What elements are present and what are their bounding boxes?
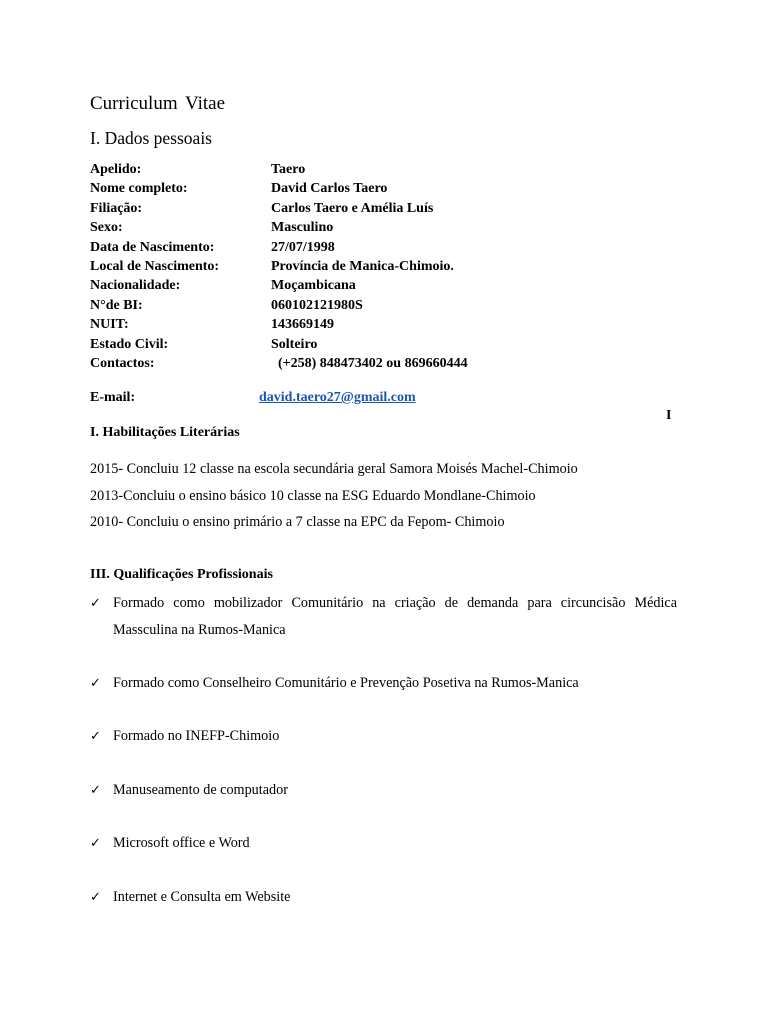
qualification-text: Manuseamento de computador — [113, 782, 288, 798]
info-label: Filiação: — [90, 200, 143, 216]
checkmark-icon: ✓ — [90, 836, 101, 851]
qualification-text: Formado no INEFP-Chimoio — [113, 728, 280, 744]
info-value: Moçambicana — [271, 278, 356, 294]
qualification-item — [90, 884, 677, 911]
info-value: Taero — [271, 162, 306, 177]
education-item: 2013-Concluiu o ensino básico 10 classe na ESG Eduardo Mondlane-Chimoio — [90, 487, 536, 504]
checkmark-icon: ✓ — [90, 783, 101, 798]
info-value: Província de Manica-Chimoio. — [271, 258, 454, 274]
info-value: 060102121980S — [271, 297, 363, 313]
email-link[interactable]: david.taero27@gmail.com — [259, 390, 416, 405]
education-heading: I. Habilitações Literárias — [90, 425, 240, 440]
info-label: Sexo: — [90, 220, 123, 236]
info-value: 143669149 — [271, 317, 334, 333]
qualification-text: Internet e Consulta em Website — [113, 889, 291, 905]
info-value: Carlos Taero e Amélia Luís — [271, 200, 434, 216]
qualification-text: Formado como mobilizador Comunitário na criação de demanda para circuncisão Médica Massculina na Rumos-Manica — [113, 595, 677, 638]
document-title: Curriculum Vitae — [90, 93, 226, 114]
info-value: Masculino — [271, 220, 334, 236]
qualification-item — [90, 830, 677, 857]
stray-text-mark: I — [666, 408, 672, 423]
info-value: (+258) 848473402 ou 869660444 — [271, 355, 468, 371]
qualification-item — [90, 723, 677, 750]
info-value: David Carlos Taero — [271, 181, 388, 197]
info-label: Apelido: — [90, 162, 142, 177]
education-list — [90, 459, 578, 539]
info-label: Local de Nascimento: — [90, 258, 220, 274]
info-label: N°de BI: — [90, 297, 143, 313]
qualification-item — [90, 590, 677, 644]
qualification-item — [90, 670, 677, 697]
qualification-text: Microsoft office e Word — [113, 835, 250, 851]
info-value: 27/07/1998 — [271, 239, 335, 255]
info-label: NUIT: — [90, 317, 129, 333]
info-value: Solteiro — [271, 336, 318, 352]
checkmark-icon: ✓ — [90, 676, 101, 691]
info-label: Nacionalidade: — [90, 278, 181, 294]
qualifications-heading: III. Qualificações Profissionais — [90, 567, 273, 582]
checkmark-icon: ✓ — [90, 890, 101, 905]
qualification-item — [90, 777, 677, 804]
checkmark-icon: ✓ — [90, 596, 101, 611]
info-label: Data de Nascimento: — [90, 239, 215, 255]
education-item: 2010- Concluiu o ensino primário a 7 classe na EPC da Fepom- Chimoio — [90, 514, 505, 530]
checkmark-icon: ✓ — [90, 729, 101, 744]
info-label: Nome completo: — [90, 181, 188, 197]
info-label: Estado Civil: — [90, 336, 169, 352]
qualification-text: Formado como Conselheiro Comunitário e Prevenção Posetiva na Rumos-Manica — [113, 675, 579, 691]
personal-data-heading: I. Dados pessoais — [90, 128, 212, 148]
email-label: E-mail: — [90, 390, 136, 405]
education-item: 2015- Concluiu 12 classe na escola secundária geral Samora Moisés Machel-Chimoio — [90, 461, 578, 477]
info-label: Contactos: — [90, 355, 155, 371]
